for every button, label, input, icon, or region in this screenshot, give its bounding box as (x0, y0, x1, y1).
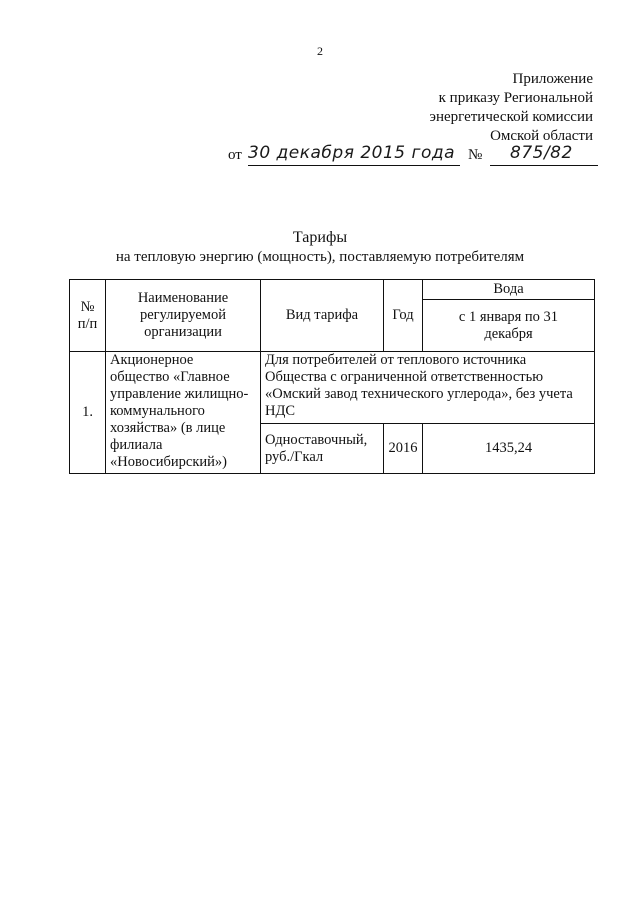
row-year: 2016 (384, 424, 423, 474)
header-year: Год (384, 280, 423, 352)
row-org: Акционерное общество «Главное управление жилищно-коммунального хозяйства» (в лице филиала «Новосибирский») (106, 352, 261, 474)
appendix-line-2: к приказу Региональной (438, 90, 593, 106)
document-title: Тарифы (292, 229, 348, 246)
order-date-underline (248, 165, 460, 166)
table-row (70, 352, 595, 424)
page-number: 2 (317, 44, 323, 58)
header-tariff-type: Вид тарифа (261, 280, 384, 352)
header-group-water: Вода (423, 280, 595, 300)
tariff-table (69, 279, 595, 474)
header-period: с 1 января по 31 декабря (423, 300, 595, 352)
order-from-label: от (228, 147, 242, 163)
header-num: № п/п (70, 280, 106, 352)
order-date-handwritten: 30 декабря 2015 года (248, 143, 456, 163)
row-tariff-type: Одноставочный, руб./Гкал (261, 424, 384, 474)
order-number-underline (490, 165, 598, 166)
order-number-handwritten: 875/82 (510, 143, 573, 163)
header-org: Наименование регулируемой организации (106, 280, 261, 352)
row-consumer-note: Для потребителей от теплового источника Общества с ограниченной ответственностью «Омский завод технического углерода», без учета НДС (261, 352, 595, 424)
order-reference (228, 143, 598, 169)
order-number-label: № (468, 147, 483, 163)
row-value: 1435,24 (423, 424, 595, 474)
document-subtitle: на тепловую энергию (мощность), поставляемую потребителям (115, 249, 525, 265)
appendix-block (333, 70, 593, 146)
appendix-line-1: Приложение (512, 71, 593, 87)
appendix-line-3: энергетической комиссии (429, 109, 593, 125)
row-num: 1. (70, 352, 106, 474)
appendix-line-4: Омской области (490, 128, 593, 144)
